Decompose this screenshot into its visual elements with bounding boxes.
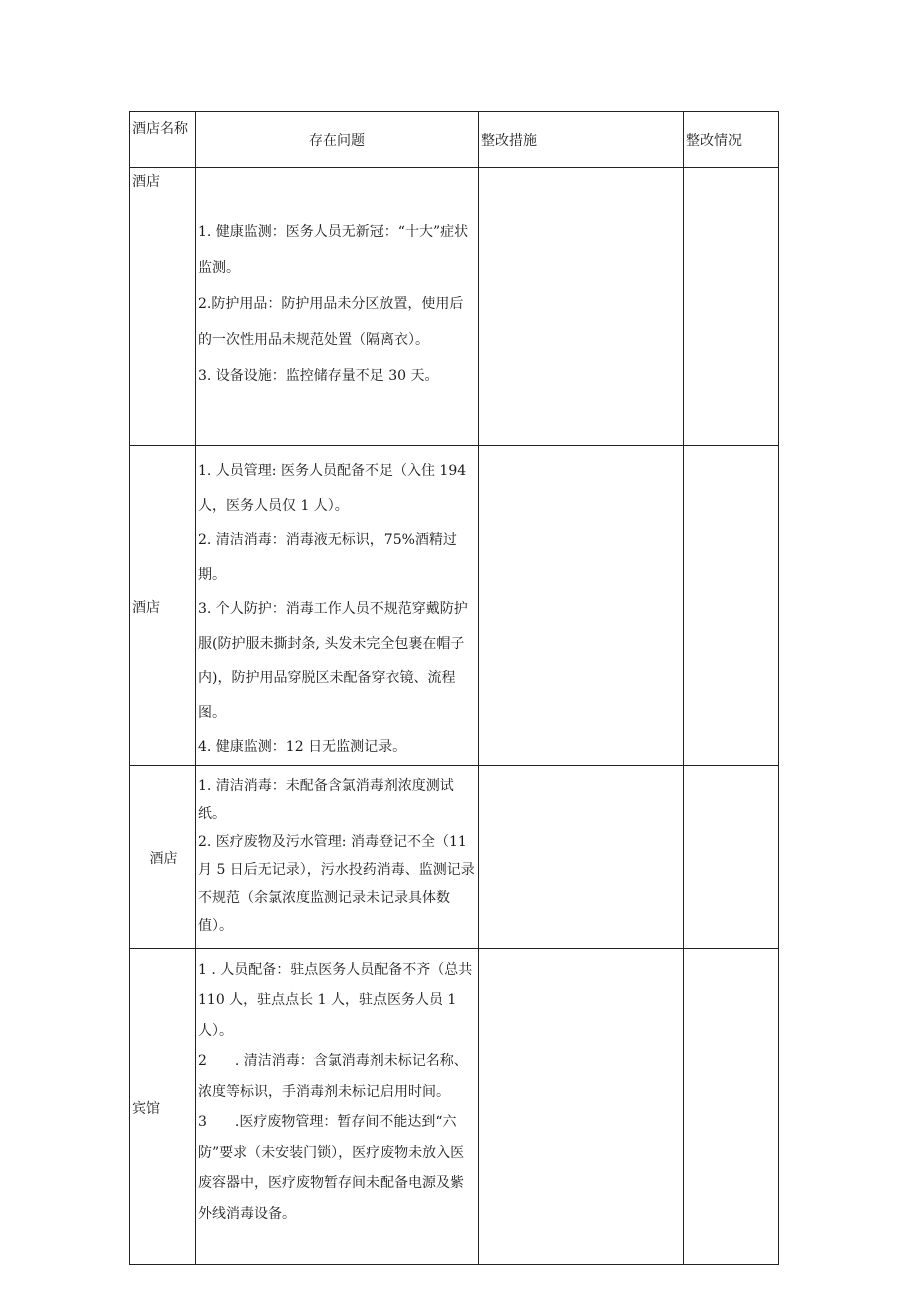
hotel-name-cell: 酒店 — [130, 168, 196, 446]
issue-item: 3. 个人防护：消毒工作人员不规范穿戴防护服(防护服未撕封条, 头发未完全包裹在帽子内)，防护用品穿脱区未配备穿衣镜、流程图。 — [198, 601, 468, 721]
issues-cell — [196, 948, 479, 1264]
table-row — [130, 765, 779, 948]
issue-item: 1. 人员管理: 医务人员配备不足（入住 194 人，医务人员仅 1 人）。 — [198, 463, 467, 514]
issue-item: 2.防护用品：防护用品未分区放置，使用后的一次性用品未规范处置（隔离衣）。 — [198, 296, 464, 348]
hotel-name-cell: 宾馆 — [130, 948, 196, 1264]
table-row — [130, 168, 779, 446]
issue-item: 1. 清洁消毒：未配备含氯消毒剂浓度测试纸。 — [198, 777, 454, 822]
hotel-name-cell: 酒店 — [130, 446, 196, 766]
issue-item: 1. 健康监测：医务人员无新冠：“十大”症状监测。 — [198, 224, 469, 276]
status-cell[interactable] — [684, 446, 779, 766]
table-row — [130, 446, 779, 766]
table-row — [130, 948, 779, 1264]
header-status: 整改情况 — [684, 112, 779, 168]
issue-item: 4. 健康监测：12 日无监测记录。 — [198, 739, 407, 755]
issue-item: 2 . 清洁消毒：含氯消毒剂未标记名称、浓度等标识，手消毒剂未标记启用时间。 — [198, 1053, 468, 1100]
measures-cell[interactable] — [479, 948, 684, 1264]
header-issues: 存在问题 — [196, 112, 479, 168]
hotel-name-cell: 酒店 — [130, 765, 196, 948]
header-row — [130, 112, 779, 168]
issue-item: 2. 医疗废物及污水管理: 消毒登记不全（11 月 5 日后无记录），污水投药消毒、监测记录不规范（余氯浓度监测记录未记录具体数值）。 — [198, 833, 475, 934]
issue-item: 3 .医疗废物管理：暂存间不能达到“六防”要求（未安装门锁），医疗废物未放入医废容器中，医疗废物暂存间未配备电源及紫外线消毒设备。 — [198, 1114, 465, 1222]
measures-cell[interactable] — [479, 765, 684, 948]
measures-cell[interactable] — [479, 446, 684, 766]
header-hotel-name: 酒店名称 — [130, 112, 196, 168]
issues-cell — [196, 765, 479, 948]
status-cell[interactable] — [684, 765, 779, 948]
rectification-table — [129, 111, 779, 1265]
measures-cell[interactable] — [479, 168, 684, 446]
status-cell[interactable] — [684, 948, 779, 1264]
issue-item: 2. 清洁消毒：消毒液无标识，75%酒精过期。 — [198, 532, 457, 583]
header-measures: 整改措施 — [479, 112, 684, 168]
issue-item: 1 . 人员配备：驻点医务人员配备不齐（总共 110 人，驻点点长 1 人，驻点医务人员 1 人）。 — [198, 961, 473, 1039]
issues-cell — [196, 446, 479, 766]
issue-item: 3. 设备设施：监控储存量不足 30 天。 — [198, 368, 439, 384]
status-cell[interactable] — [684, 168, 779, 446]
issues-cell — [196, 168, 479, 446]
